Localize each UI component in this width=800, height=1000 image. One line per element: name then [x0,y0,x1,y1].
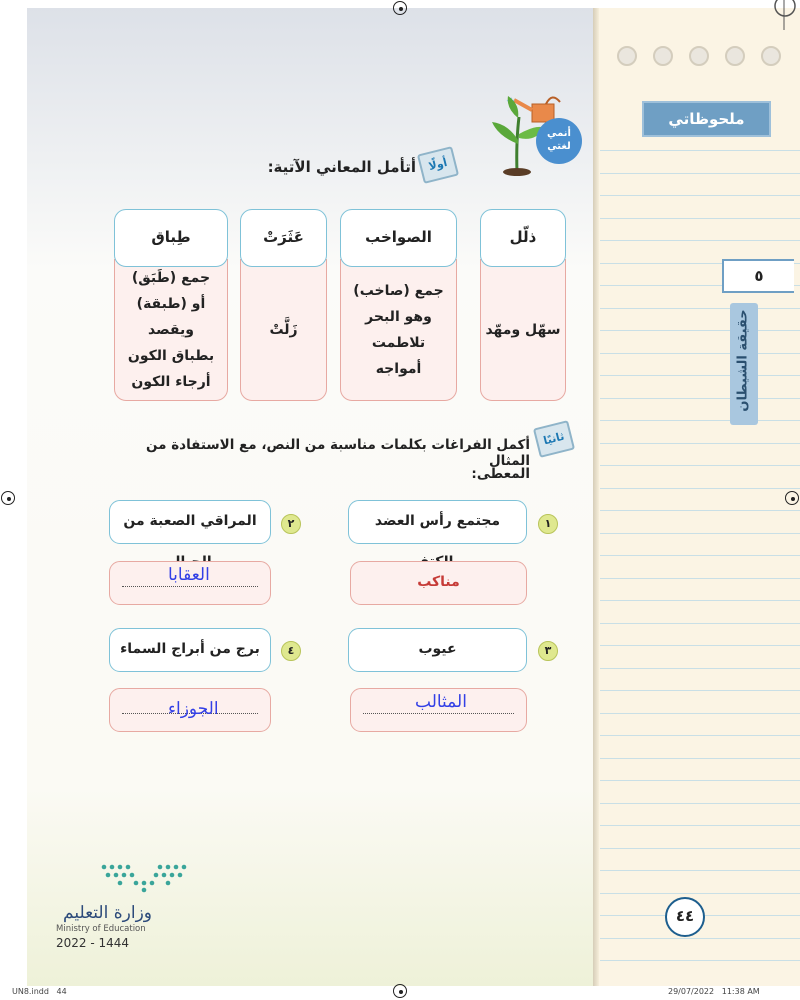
vocab-meaning: سهّل ومهّد [480,259,566,401]
note-line [600,600,800,601]
crop-mark-icon [768,0,800,34]
binder-hole [617,46,637,66]
note-line [600,308,800,309]
note-line [600,645,800,646]
item-number: ١ [538,514,558,534]
note-line [600,195,800,196]
note-line [600,780,800,781]
dotted-line [363,713,514,714]
language-badge: أنمي لغتي [536,118,582,164]
dotted-line [122,586,258,587]
item-number: ٣ [538,641,558,661]
section-tag: ثانيًا [533,420,575,458]
registration-mark-icon [393,1,407,15]
note-line [600,510,800,511]
ministry-logo-icon [98,862,192,894]
note-line [600,173,800,174]
note-line [600,668,800,669]
ministry-name-english: Ministry of Education [56,924,146,934]
ministry-year: 2022 - 1444 [56,936,130,950]
note-line [600,893,800,894]
note-line [600,240,800,241]
note-line [600,825,800,826]
vocab-word: ذلّل [480,209,566,267]
notes-page [593,8,800,986]
vocab-meaning: جمع (صاخب) وهو البحر تلاطمت أمواجه [340,259,457,401]
binder-hole [761,46,781,66]
answer-box[interactable] [350,561,527,605]
note-line [600,623,800,624]
lesson-number: ٥ [722,259,794,293]
registration-mark-icon [1,491,15,505]
note-line [600,443,800,444]
note-line [600,533,800,534]
answer-text: مناكب [417,574,460,590]
note-line [600,758,800,759]
ministry-name-arabic: وزارة التعليم [63,903,152,923]
registration-mark-icon [785,491,799,505]
binder-hole [689,46,709,66]
section-heading: أتأمل المعاني الآتية: [267,158,416,176]
note-line [600,938,800,939]
note-line [600,398,800,399]
section-heading-cont: المعطى: [471,466,530,482]
note-line [600,960,800,961]
section-heading: أكمل الفراغات بكلمات مناسبة من النص، مع الاستفادة من المثال [146,437,530,469]
section-tag: أولًا [417,146,459,184]
vocab-word: الصواخب [340,209,457,267]
note-line [600,465,800,466]
note-line [600,690,800,691]
vocab-word: طِباق [114,209,228,267]
footer-file: UN8.indd 44 [12,987,67,996]
footer-date: 29/07/2022 11:38 AM [668,987,760,996]
note-line [600,735,800,736]
side-title: حقيقة الشيطان [735,309,751,412]
note-line [600,353,800,354]
item-number: ٤ [281,641,301,661]
answer-box[interactable] [109,561,271,605]
note-line [600,330,800,331]
answer-box[interactable] [350,688,527,732]
vocab-meaning: جمع (طَبَق) أو (طبقة) ويقصد بطباق الكون أرجاء الكون [114,259,228,401]
note-line [600,870,800,871]
note-line [600,848,800,849]
binder-hole [725,46,745,66]
prompt-box: المراقي الصعبة من [109,500,271,544]
note-line [600,555,800,556]
note-line [600,420,800,421]
handwritten-answer: المثالب [415,692,467,712]
vocab-word: عَثَرَتْ [240,209,327,267]
side-title-strip [730,303,758,425]
prompt-box: عيوب [348,628,527,672]
answer-box[interactable] [109,688,271,732]
page-fold [593,8,599,986]
notes-tab: ملحوظاتي [642,101,771,137]
page-number: ٤٤ [665,897,705,937]
binder-hole [653,46,673,66]
prompt-box: مجتمع رأس العضد [348,500,527,544]
vocab-meaning: زَلَّتْ [240,259,327,401]
note-line [600,375,800,376]
note-line [600,803,800,804]
handwritten-answer: العقابا [168,565,210,585]
note-line [600,218,800,219]
print-footer [0,985,800,1000]
item-number: ٢ [281,514,301,534]
handwritten-answer: الجوزاء [168,699,219,719]
note-line [600,150,800,151]
prompt-box: برج من أبراج السماء [109,628,271,672]
note-line [600,713,800,714]
note-line [600,578,800,579]
note-line [600,488,800,489]
